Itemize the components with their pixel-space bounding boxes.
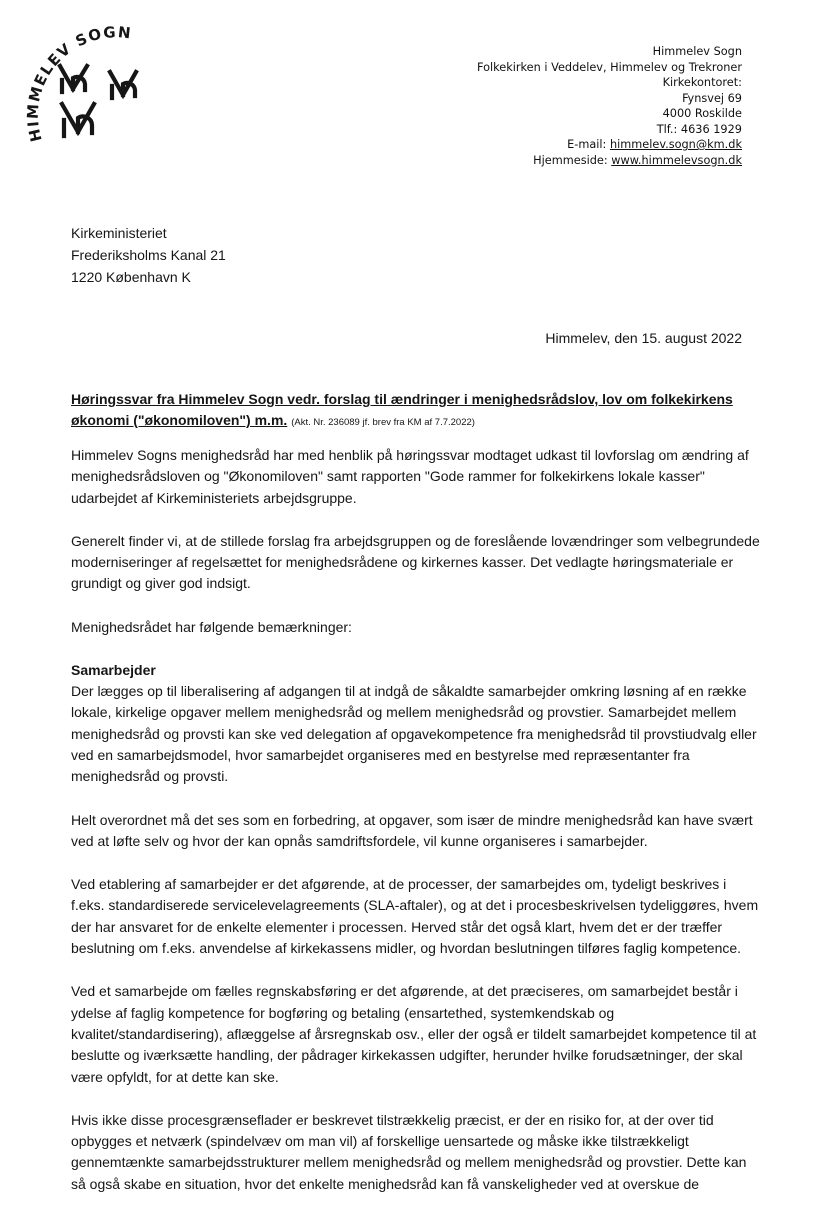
letterhead-org: Himmelev Sogn [652,45,742,58]
paragraph-samarbejder-5: Hvis ikke disse procesgrænseflader er beskrevet tilstrækkelig præcist, er der en risiko for, at der over tid opbygges et netværk (spindelvæv om man vil) af forskellige uensartede og måske ikke tilstrækkeligt gennemtænkte samarbejdsstrukturer mellem menighedsråd og mellem menighedsråd og provstier. Dette kan så også skabe en situation, hvor det enkelte menighedsråd kan få vanskeligheder ved at overskue de [71,1111,747,1192]
paragraph-remarks: Menighedsrådet har følgende bemærkninger: [71,618,352,635]
letterhead-city: 4000 Roskilde [662,107,742,120]
himmelev-sogn-emblem-icon [18,18,168,168]
section-heading: Samarbejder [71,662,156,679]
logo-arc-text: HIMMELEV SOGN [23,23,134,144]
letterhead-phone: Tlf.: 4636 1929 [656,122,742,136]
subject-line [71,389,761,433]
letterhead-street: Fynsvej 69 [682,91,742,105]
paragraph-samarbejder-2: Helt overordnet må det ses som en forbedring, at opgaver, som især de mindre menighedsråd kan have svært ved at løfte selv og hvor der kan opnås samdriftsfordele, vil kunne organiseres i samarbejder. [71,811,753,849]
letter-date: Himmelev, den 15. august 2022 [545,330,742,346]
paragraph-samarbejder-3: Ved etablering af samarbejder er det afgørende, at de processer, der samarbejdes om, tydeligt beskrives i f.eks. standardiserede servicelevelagreements (SLA-aftaler), og at det i procesbeskrivelsen tydeliggøres, hvem der har ansvaret for de enkelte elementer i processen. Herved står det også klart, hvem det er der træffer beslutning om f.eks. anvendelse af kirkekassens midler, og hvordan beslutningen tilføres faglig kompetence. [71,876,759,957]
recipient-name: Kirkeministeriet [71,225,167,241]
letter-body [71,445,761,1217]
subject-title: Høringssvar fra Himmelev Sogn vedr. forslag til ændringer i menighedsrådslov, lov om folkekirkens økonomi ("økonomiloven") m.m. [71,391,733,428]
email-link[interactable]: himmelev.sogn@km.dk [609,138,742,151]
email-label: E-mail: [567,138,607,151]
himmelev-sogn-logo [18,18,168,168]
letterhead-email-row [322,137,742,153]
recipient-street: Frederiksholms Kanal 21 [71,247,226,263]
subject-reference: (Akt. Nr. 236089 jf. brev fra KM af 7.7.2022) [291,417,475,428]
letterhead-office: Kirkekontoret: [662,76,742,89]
paragraph-samarbejder-4: Ved et samarbejde om fælles regnskabsføring er det afgørende, at det præciseres, om samarbejdet består i ydelse af faglig kompetence for bogføring og betaling (ensartethed, systemkendskab og kvalitet/standardisering), aflæggelse af årsregnskab osv., eller der også er tildelt samarbejdet kompetence til at beslutte og iværksætte handling, der pådrager kirkekassen udgifter, herunder hvilke forudsætninger, der skal være opfyldt, for at dette kan ske. [71,983,757,1085]
paragraph-samarbejder-1: Der lægges op til liberalisering af adgangen til at indgå de såkaldte samarbejder omkring løsning af en række lokale, kirkelige opgaver mellem menighedsråd og mellem menighedsråd og provstier. Samarbejdet mellem menighedsråd og provsti kan ske ved delegation af opgavekompetence fra menighedsråd til provstiudvalg eller ved en samarbejdsmodel, hvor samarbejdet organiseres med en bestyrelse med repræsentanter fra menighedsråd og provsti. [71,683,757,785]
web-link[interactable]: www.himmelevsogn.dk [611,153,742,167]
letterhead [322,44,742,168]
paragraph-intro: Himmelev Sogns menighedsråd har med henblik på høringssvar modtaget udkast til lovforslag om ændring af menighedsrådsloven og "Økonomiloven" samt rapporten "Gode rammer for folkekirkens lokale kasser" udarbejdet af Kirkeministeriets arbejdsgruppe. [71,447,749,506]
paragraph-general: Generelt finder vi, at de stillede forslag fra arbejdsgruppen og de foreslående lovændringer som velbegrundede moderniseringer af regelsættet for menighedsrådene og kirkernes kasser. Det vedlagte høringsmateriale er grundigt og giver god indsigt. [71,532,760,592]
letterhead-subtitle: Folkekirken i Veddelev, Himmelev og Trekroner [476,60,742,74]
recipient-address [71,222,226,288]
recipient-city: 1220 København K [71,269,191,285]
web-label: Hjemmeside: [533,153,608,167]
letterhead-web-row [322,153,742,169]
